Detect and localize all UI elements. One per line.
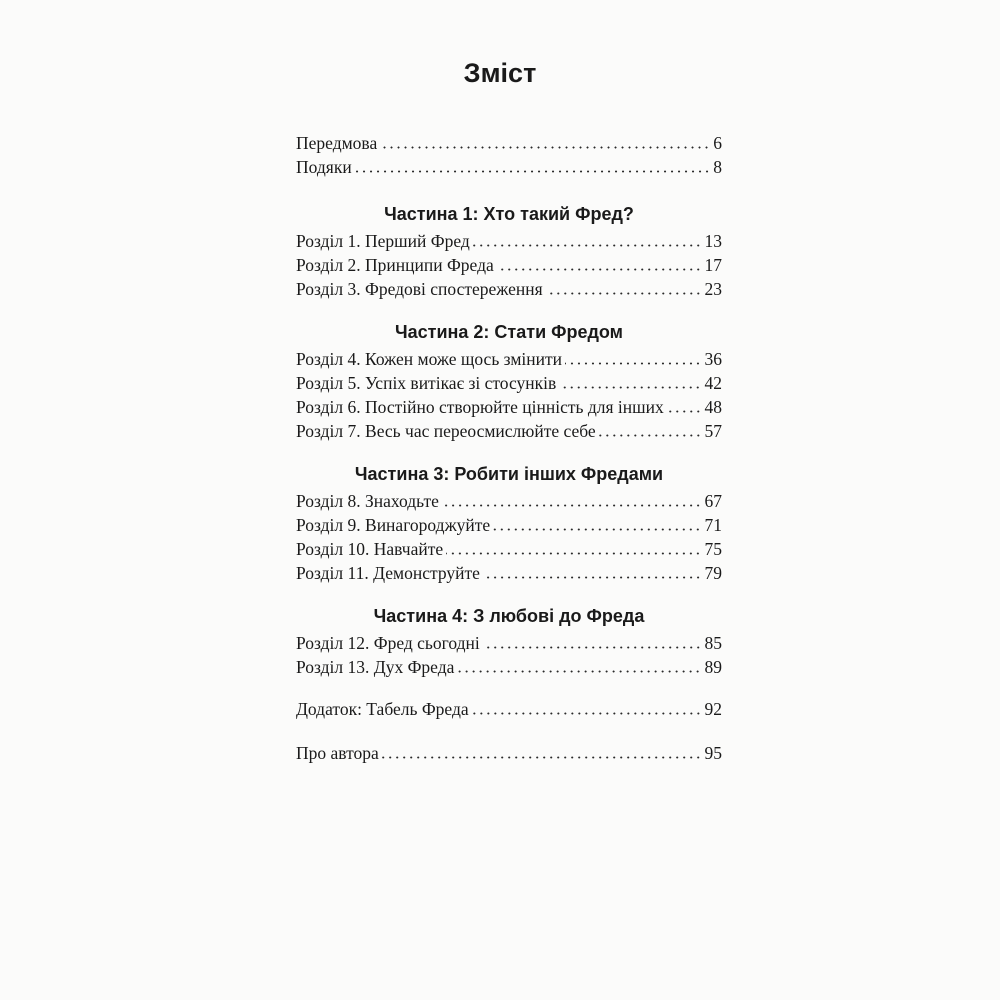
toc-entry-chapter-11[interactable]: [296, 561, 722, 585]
toc-entry-page: 42: [704, 373, 722, 393]
toc-entry-acknowledgements[interactable]: [296, 155, 722, 179]
toc-entry-page: 6: [713, 133, 722, 153]
dot-leader: [546, 292, 702, 295]
toc-entry-label: Розділ 10. Навчайте: [296, 539, 444, 559]
toc-entry-label: Розділ 1. Перший Фред: [296, 231, 470, 251]
dot-leader: [472, 712, 702, 715]
toc-entry-page: 92: [704, 699, 722, 719]
page-title: Зміст: [463, 58, 537, 88]
toc-entry-appendix[interactable]: [296, 697, 722, 721]
toc-entry-page: 36: [704, 349, 722, 369]
toc-entry-label: Розділ 13. Дух Фреда: [296, 657, 455, 677]
part-heading-3: Частина 3: Робити інших Фредами: [354, 464, 664, 484]
toc-entry-page: 89: [704, 657, 722, 677]
dot-leader: [446, 552, 701, 555]
dot-leader: [559, 386, 701, 389]
part-heading-4: Частина 4: З любові до Фреда: [373, 606, 645, 626]
dot-leader: [355, 170, 711, 173]
toc-entry-chapter-6[interactable]: [296, 395, 722, 419]
toc-entry-chapter-9[interactable]: [296, 513, 722, 537]
toc-entry-label: Розділ 6. Постійно створюйте цінність для інших: [296, 397, 664, 417]
toc-entry-page: 13: [704, 231, 722, 251]
part-heading-2: Частина 2: Стати Фредом: [394, 322, 623, 342]
dot-leader: [493, 528, 701, 531]
toc-entry-label: Розділ 9. Винагороджуйте: [296, 515, 491, 535]
toc-entry-chapter-5[interactable]: [296, 371, 722, 395]
dot-leader: [599, 434, 702, 437]
toc-entry-page: 71: [704, 515, 722, 535]
dot-leader: [483, 646, 702, 649]
toc-entry-page: 48: [704, 397, 722, 417]
toc-entry-label: Розділ 4. Кожен може щось змінити: [296, 349, 563, 369]
toc-entry-chapter-3[interactable]: [296, 277, 722, 301]
dot-leader: [382, 756, 702, 759]
dot-leader: [442, 504, 702, 507]
toc-entry-page: 75: [704, 539, 722, 559]
toc-entry-chapter-4[interactable]: [296, 347, 722, 371]
toc-entry-label: Про автора: [296, 743, 379, 763]
toc-entry-label: Подяки: [296, 157, 352, 177]
toc-entry-chapter-8[interactable]: [296, 489, 722, 513]
toc-entry-label: Розділ 11. Демонструйте: [296, 563, 480, 583]
toc-entry-label: Розділ 8. Знаходьте: [296, 491, 439, 511]
toc-entry-page: 8: [713, 157, 722, 177]
toc-entry-chapter-13[interactable]: [296, 655, 722, 679]
dot-leader: [497, 268, 702, 271]
toc-entry-label: Розділ 7. Весь час переосмислюйте себе: [296, 421, 596, 441]
dot-leader: [565, 362, 701, 365]
toc-entry-chapter-7[interactable]: [296, 419, 722, 443]
toc-entry-label: Розділ 2. Принципи Фреда: [296, 255, 494, 275]
toc-entry-chapter-12[interactable]: [296, 631, 722, 655]
toc-entry-label: Додаток: Табель Фреда: [296, 699, 469, 719]
toc-entry-page: 57: [704, 421, 722, 441]
dot-leader: [380, 146, 710, 149]
dot-leader: [457, 670, 701, 673]
toc-entry-page: 23: [704, 279, 722, 299]
part-heading-1: Частина 1: Хто такий Фред?: [384, 204, 634, 224]
toc-entry-chapter-2[interactable]: [296, 253, 722, 277]
toc-entry-preface[interactable]: [296, 131, 722, 155]
toc-entry-page: 67: [704, 491, 722, 511]
toc-entry-about-author[interactable]: [296, 741, 722, 765]
toc-entry-chapter-10[interactable]: [296, 537, 722, 561]
toc-entry-label: Передмова: [296, 133, 378, 153]
toc-entry-label: Розділ 3. Фредові спостереження: [296, 279, 543, 299]
dot-leader: [667, 410, 702, 413]
toc-entry-chapter-1[interactable]: [296, 229, 722, 253]
toc-entry-page: 17: [704, 255, 722, 275]
toc-entry-label: Розділ 12. Фред сьогодні: [296, 633, 480, 653]
toc-entry-page: 95: [704, 743, 722, 763]
toc-entry-page: 79: [704, 563, 722, 583]
toc-entry-label: Розділ 5. Успіх витікає зі стосунків: [296, 373, 557, 393]
toc-entry-page: 85: [704, 633, 722, 653]
dot-leader: [473, 244, 702, 247]
dot-leader: [483, 576, 702, 579]
